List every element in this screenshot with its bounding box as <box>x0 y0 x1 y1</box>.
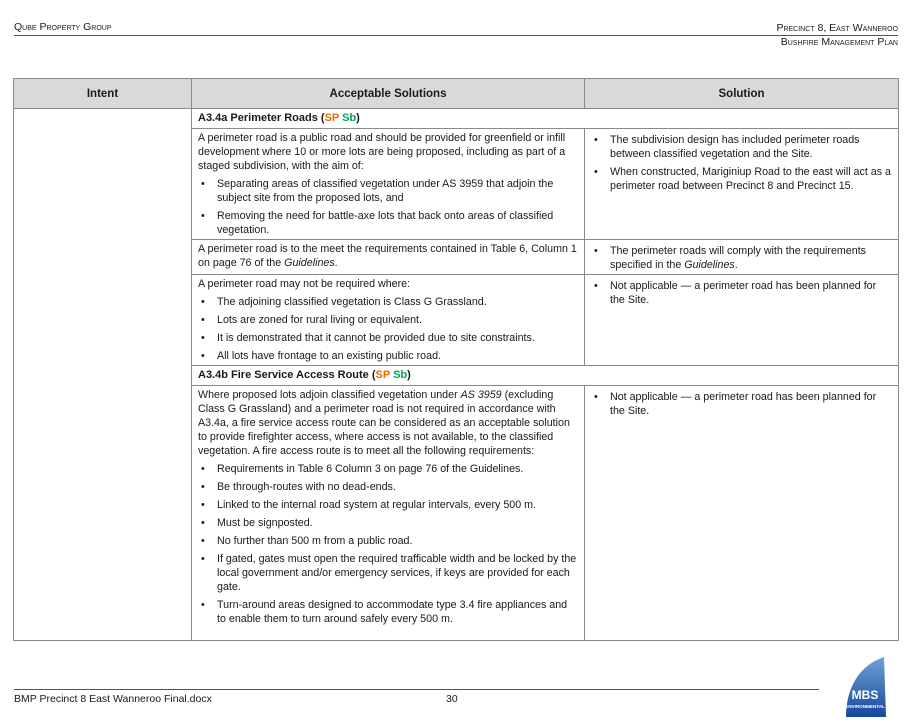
header-project: Precinct 8, East Wanneroo <box>776 22 898 34</box>
acceptable-solutions-table <box>13 78 899 641</box>
list-item: • Must be signposted. <box>198 516 578 530</box>
list-item: • Be through-routes with no dead-ends. <box>198 480 578 494</box>
logo-subtext: ENVIRONMENTAL <box>845 704 885 709</box>
list-item: • Linked to the internal road system at regular intervals, every 500 m. <box>198 498 578 512</box>
sb-tag: Sb <box>342 112 357 124</box>
paragraph: A perimeter road is a public road and should be provided for greenfield or infill development where 10 or more lots are being proposed, including as part of a staged subdivision, with the aim of: <box>198 132 566 172</box>
list-item: • Not applicable — a perimeter road has been planned for the Site. <box>591 279 892 307</box>
bullet-list <box>591 279 892 307</box>
bullet-list <box>198 177 578 237</box>
solution-cell <box>585 386 899 641</box>
section-heading-row <box>14 109 899 129</box>
list-item: • When constructed, Mariginiup Road to the east will act as a perimeter road between Precinct 8 and Precinct 15. <box>591 165 892 193</box>
header-rule <box>14 35 898 36</box>
footer-rule <box>14 689 819 690</box>
solution-cell <box>585 240 899 275</box>
list-item: • Requirements in Table 6 Column 3 on page 76 of the Guidelines. <box>198 462 578 476</box>
section-heading-fire-service-access: A3.4b Fire Service Access Route (SP Sb) <box>192 366 899 386</box>
paragraph: A perimeter road is to the meet the requirements contained in Table 6, Column 1 on page 76 of the Guidelines. <box>198 243 577 269</box>
list-item: • Turn-around areas designed to accommodate type 3.4 fire appliances and to enable them to turn around safely every 500 m. <box>198 598 578 626</box>
header-company: Qube Property Group <box>14 21 112 33</box>
list-item: • Lots are zoned for rural living or equivalent. <box>198 313 578 327</box>
bullet-list <box>591 390 892 418</box>
table-header-row <box>14 79 899 109</box>
header-doc-type: Bushfire Management Plan <box>780 36 898 48</box>
solution-cell <box>585 129 899 240</box>
bullet-list <box>591 244 892 272</box>
list-item: • It is demonstrated that it cannot be provided due to site constraints. <box>198 331 578 345</box>
mbs-environmental-logo <box>840 655 886 717</box>
list-item: • All lots have frontage to an existing public road. <box>198 349 578 363</box>
list-item: • The subdivision design has included perimeter roads between classified vegetation and the Site. <box>591 133 892 161</box>
acceptable-solution-cell <box>192 275 585 366</box>
sp-tag: SP <box>375 369 390 381</box>
paragraph: Where proposed lots adjoin classified vegetation under AS 3959 (excluding Class G Grassland) and a perimeter road is not required in accordance with A3.4a, a fire service access route can be considered as an acceptable solution to provide firefighter access, where access is not available, to the classified vegetation. A fire access route is to meet all the following requirements: <box>198 389 570 457</box>
list-item: • Removing the need for battle-axe lots that back onto areas of classified vegetation. <box>198 209 578 237</box>
column-header-intent: Intent <box>14 79 192 109</box>
solution-cell <box>585 275 899 366</box>
acceptable-solution-cell <box>192 386 585 641</box>
acceptable-solution-cell <box>192 129 585 240</box>
list-item: • Separating areas of classified vegetation under AS 3959 that adjoin the subject site from the proposed lots, and <box>198 177 578 205</box>
list-item: • Not applicable — a perimeter road has been planned for the Site. <box>591 390 892 418</box>
column-header-solution: Solution <box>585 79 899 109</box>
acceptable-solution-cell <box>192 240 585 275</box>
footer-filename: BMP Precinct 8 East Wanneroo Final.docx <box>14 693 212 705</box>
bullet-list <box>198 462 578 626</box>
list-item: • No further than 500 m from a public road. <box>198 534 578 548</box>
bullet-list <box>591 133 892 193</box>
intent-cell <box>14 109 192 641</box>
list-item: • If gated, gates must open the required trafficable width and be locked by the local government and/or emergency services, if keys are provided for each gate. <box>198 552 578 594</box>
sb-tag: Sb <box>393 369 408 381</box>
list-item: • The adjoining classified vegetation is Class G Grassland. <box>198 295 578 309</box>
bullet-list <box>198 295 578 363</box>
list-item: • The perimeter roads will comply with the requirements specified in the Guidelines. <box>591 244 892 272</box>
page-number: 30 <box>446 693 458 705</box>
paragraph: A perimeter road may not be required where: <box>198 278 411 290</box>
section-heading-perimeter-roads: A3.4a Perimeter Roads (SP Sb) <box>192 109 899 129</box>
logo-text: MBS <box>851 688 879 702</box>
sp-tag: SP <box>324 112 340 124</box>
column-header-acceptable-solutions: Acceptable Solutions <box>192 79 585 109</box>
